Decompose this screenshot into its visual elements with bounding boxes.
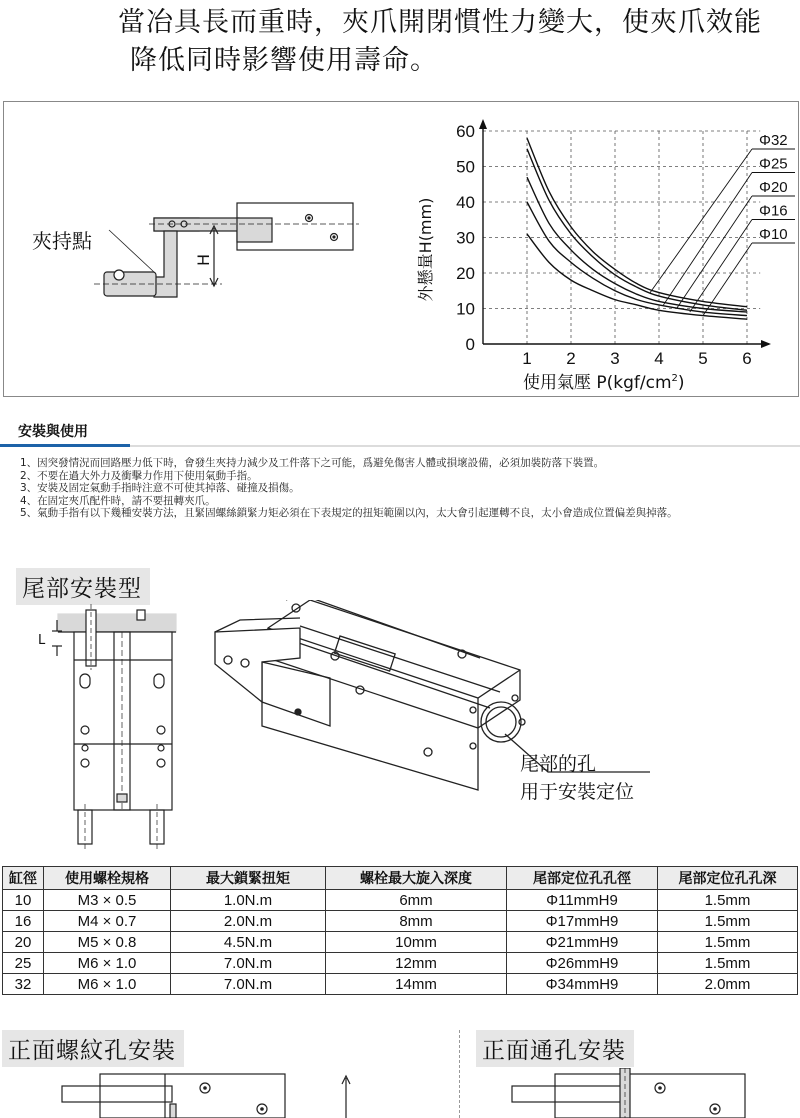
x-axis-arrow xyxy=(761,340,771,348)
cell-depth: 8mm xyxy=(326,911,507,932)
y-tick-label: 10 xyxy=(456,299,475,319)
cell-hole-dia: Φ21mmH9 xyxy=(507,932,658,953)
chart-svg xyxy=(4,102,800,398)
cell-hole-depth: 1.5mm xyxy=(658,890,798,911)
mounting-spec-table xyxy=(2,866,798,995)
cell-bore: 32 xyxy=(3,974,44,995)
cell-bolt: M3 × 0.5 xyxy=(44,890,171,911)
col-header-bolt: 使用螺栓規格 xyxy=(44,867,171,890)
cell-bore: 20 xyxy=(3,932,44,953)
x-tick-label: 6 xyxy=(742,349,752,368)
cell-depth: 10mm xyxy=(326,932,507,953)
overhang-line-chart xyxy=(416,119,795,393)
cell-bore: 16 xyxy=(3,911,44,932)
usage-notes xyxy=(20,457,795,520)
callout-line-2: 用于安裝定位 xyxy=(520,781,635,803)
front-through-mount-diagram xyxy=(512,1068,745,1118)
cell-bolt: M6 × 1.0 xyxy=(44,974,171,995)
series-label: Φ10 xyxy=(759,226,788,243)
front-mount-drawings xyxy=(0,1068,800,1118)
table-row xyxy=(3,890,798,911)
cell-torque: 2.0N.m xyxy=(171,911,326,932)
table-row xyxy=(3,932,798,953)
x-axis-label: 使用氣壓 $P(kgf/cm^2)$ xyxy=(523,373,685,393)
tail-mount-drawings xyxy=(0,600,800,850)
h-dimension-label: H xyxy=(194,253,213,266)
col-header-depth: 螺栓最大旋入深度 xyxy=(326,867,507,890)
cell-bolt: M5 × 0.8 xyxy=(44,932,171,953)
cell-hole-depth: 2.0mm xyxy=(658,974,798,995)
intro-line-1: 當冶具長而重時，夾爪開閉慣性力變大，使夾爪效能 xyxy=(118,7,762,38)
note-item: 3、安裝及固定氣動手指時注意不可使其掉落、碰撞及損傷。 xyxy=(20,482,300,495)
y-tick-label: 20 xyxy=(456,264,475,283)
cell-hole-dia: Φ26mmH9 xyxy=(507,953,658,974)
series-leader-line xyxy=(690,220,752,313)
table-header-row xyxy=(3,867,798,890)
cell-depth: 12mm xyxy=(326,953,507,974)
cell-bore: 10 xyxy=(3,890,44,911)
tail-mount-front-diagram xyxy=(52,604,176,850)
table-row xyxy=(3,974,798,995)
intro-line-2: 降低同時影響使用壽命。 xyxy=(130,45,438,76)
table-row xyxy=(3,911,798,932)
tail-mount-title: 尾部安裝型 xyxy=(16,568,150,605)
note-item: 4、在固定夾爪配件時，請不要扭轉夾爪。 xyxy=(20,494,216,507)
front-thread-mount-title: 正面螺紋孔安裝 xyxy=(2,1030,184,1067)
series-label: Φ32 xyxy=(759,132,788,149)
series-label: Φ25 xyxy=(759,155,788,173)
y-tick-label: 60 xyxy=(456,122,475,141)
note-item: 2、不要在過大外力及衝擊力作用下使用氣動手指。 xyxy=(20,469,258,482)
x-tick-label: 1 xyxy=(522,349,532,368)
note-item: 1、因突發情況而回路壓力低下時，會發生夾持力減少及工件落下之可能，爲避免傷害人體或損壞設備，必須加裝防落下裝置。 xyxy=(20,457,605,469)
series-label: Φ20 xyxy=(759,179,788,196)
gripper-side-diagram xyxy=(94,203,359,297)
cell-torque: 7.0N.m xyxy=(171,974,326,995)
x-tick-label: 5 xyxy=(698,349,708,368)
section-title: 安裝與使用 xyxy=(18,424,88,440)
cell-torque: 7.0N.m xyxy=(171,953,326,974)
cell-hole-depth: 1.5mm xyxy=(658,932,798,953)
cell-bolt: M6 × 1.0 xyxy=(44,953,171,974)
y-axis-arrow xyxy=(479,119,487,129)
cell-hole-depth: 1.5mm xyxy=(658,953,798,974)
front-thread-mount-diagram xyxy=(62,1074,350,1118)
col-header-bore: 缸徑 xyxy=(3,867,44,890)
y-tick-label: 50 xyxy=(456,157,475,177)
x-tick-label: 4 xyxy=(654,349,664,368)
series-line xyxy=(527,138,747,307)
front-through-mount-title: 正面通孔安裝 xyxy=(476,1030,634,1067)
series-leader-line xyxy=(677,196,752,309)
l-dimension-label: L xyxy=(38,633,46,648)
cell-hole-dia: Φ34mmH9 xyxy=(507,974,658,995)
intro-text xyxy=(118,4,788,80)
series-label: Φ16 xyxy=(759,202,788,220)
series-leader-line xyxy=(650,149,752,293)
y-tick-label: 30 xyxy=(456,228,475,248)
col-header-hole-dia: 尾部定位孔孔徑 xyxy=(507,867,658,890)
cell-hole-dia: Φ17mmH9 xyxy=(507,911,658,932)
col-header-torque: 最大鎖緊扭矩 xyxy=(171,867,326,890)
cell-torque: 1.0N.m xyxy=(171,890,326,911)
x-tick-label: 3 xyxy=(610,349,620,368)
cell-bolt: M4 × 0.7 xyxy=(44,911,171,932)
overhang-chart-panel xyxy=(3,101,799,397)
cell-torque: 4.5N.m xyxy=(171,932,326,953)
cell-hole-dia: Φ11mmH9 xyxy=(507,890,658,911)
cell-depth: 14mm xyxy=(326,974,507,995)
cell-depth: 6mm xyxy=(326,890,507,911)
clamp-point-label: 夾持點 xyxy=(32,229,92,253)
note-item: 5、氣動手指有以下幾種安裝方法，且緊固螺絲鎖緊力矩必須在下表規定的扭矩範圍以內，太大會引起運轉不良，太小會造成位置偏差與掉落。 xyxy=(20,507,678,520)
section-accent-bar xyxy=(0,444,130,447)
cell-bore: 25 xyxy=(3,953,44,974)
y-axis-label: 外懸量H(mm) xyxy=(416,197,435,302)
table-row xyxy=(3,953,798,974)
col-header-hole-depth: 尾部定位孔孔深 xyxy=(658,867,798,890)
y-tick-label: 0 xyxy=(465,335,475,354)
y-tick-label: 40 xyxy=(456,193,475,212)
callout-line-1: 尾部的孔 xyxy=(520,753,597,775)
series-line xyxy=(527,177,747,312)
cell-hole-depth: 1.5mm xyxy=(658,911,798,932)
x-tick-label: 2 xyxy=(566,349,576,368)
